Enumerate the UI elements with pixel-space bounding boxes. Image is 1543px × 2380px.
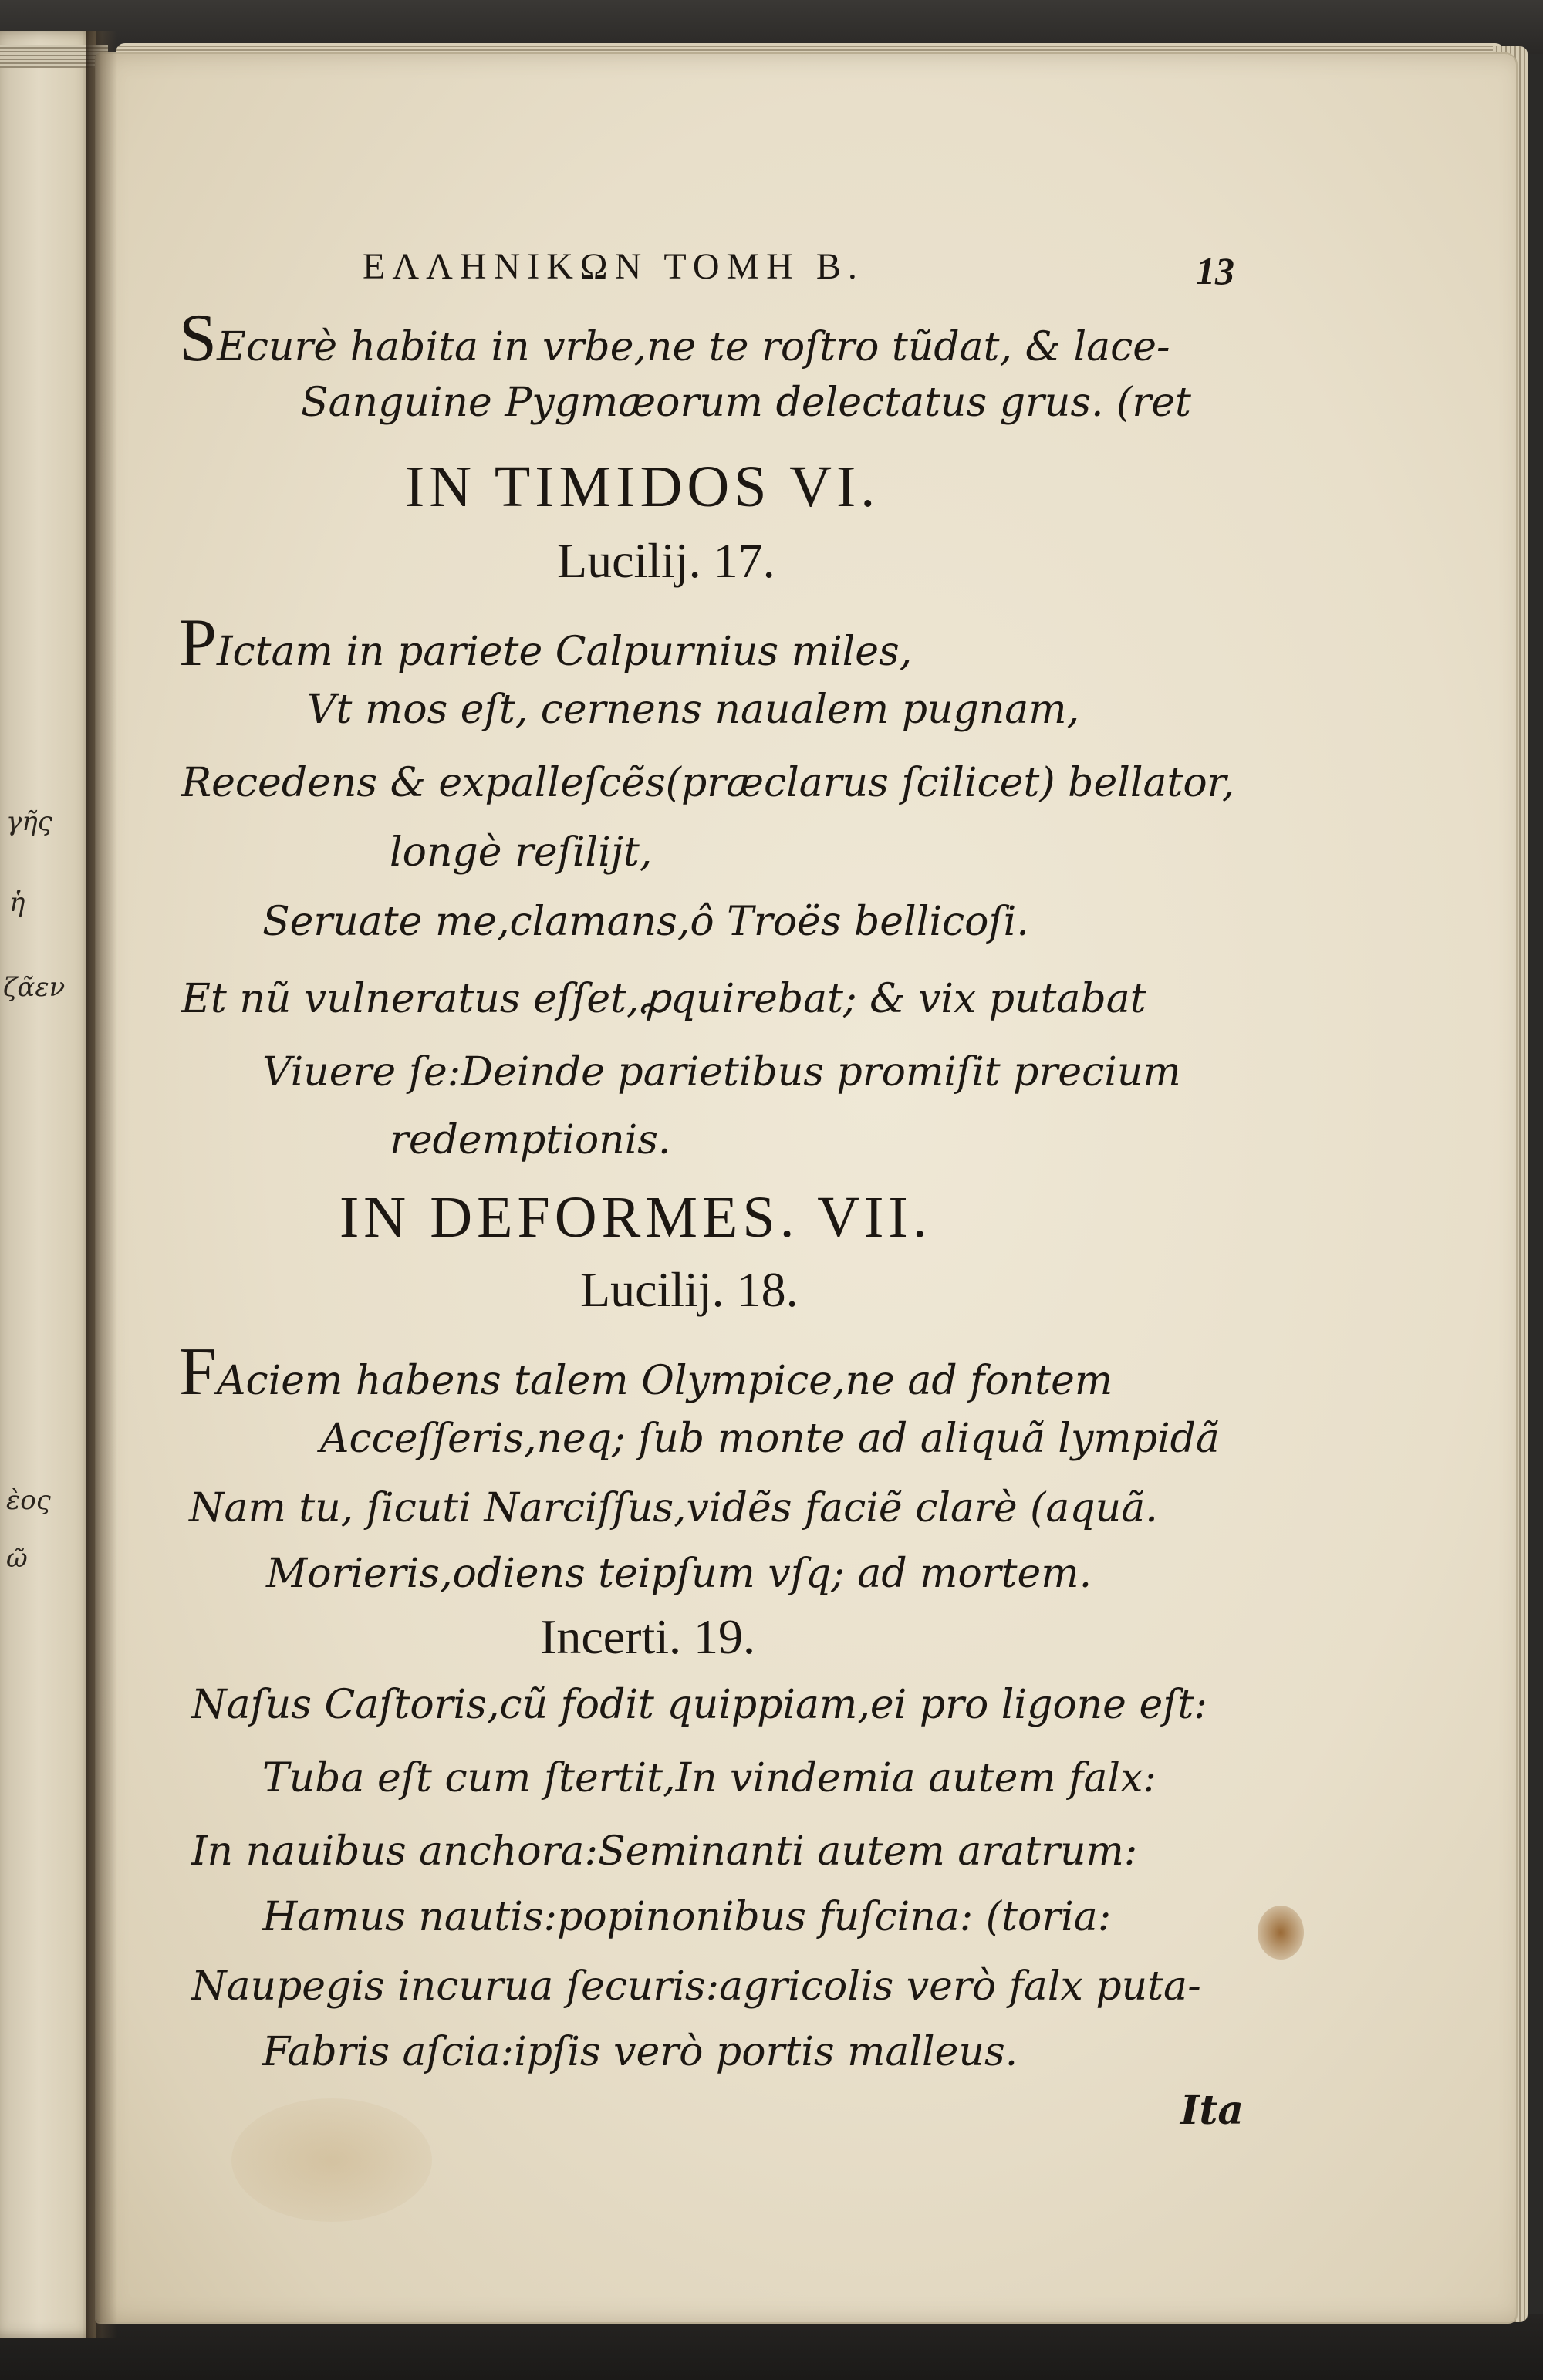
text-line: Viuere ſe:Deinde parietibus promiſit precium — [262, 1049, 1181, 1095]
page-number: 13 — [1196, 249, 1234, 292]
margin-note: ὲος — [6, 1485, 51, 1516]
initial-letter: P — [179, 606, 217, 680]
line-text: Sanguine Pygmæorum delectatus grus. (ret — [301, 380, 1191, 426]
gutter-shadow — [86, 31, 117, 2338]
text-line: Hamus nautis:popinonibus fuſcina: (toria: — [262, 1894, 1112, 1940]
line-text: Ecurè habita in vrbe,ne te roſtro tũdat, & lace- — [216, 324, 1170, 370]
source-attribution: Lucilij. 17. — [557, 533, 775, 588]
text-line: Tuba eſt cum ſtertit,In vindemia autem falx: — [262, 1755, 1156, 1801]
section-heading: IN TIMIDOS VI. — [405, 454, 880, 519]
section-heading: IN DEFORMES. VII. — [339, 1185, 932, 1250]
text-line: In nauibus anchora:Seminanti autem aratrum: — [191, 1828, 1138, 1875]
text-line: Nam tu, ſicuti Narciſſus,vidẽs faciẽ clarè (aquã. — [189, 1485, 1158, 1531]
margin-note: ἡ — [9, 887, 25, 918]
margin-note: ζᾶεν — [3, 972, 66, 1003]
running-head: ΕΛΛΗΝΙΚΩΝ ΤΟΜΗ Β. — [363, 246, 864, 287]
text-line: redemptionis. — [390, 1117, 671, 1163]
line-text: Ictam in pariete Calpurnius miles, — [216, 629, 913, 675]
stain — [1258, 1906, 1304, 1960]
text-line: Naupegis incurua ſecuris:agricolis verò falx puta- — [191, 1963, 1201, 2010]
margin-note: ῶ — [6, 1543, 28, 1574]
text-line: Vt mos eſt, cernens naualem pugnam, — [307, 687, 1080, 733]
source-attribution: Incerti. 19. — [540, 1609, 755, 1664]
line-text: Aciem habens talem Olympice,ne ad fontem — [216, 1358, 1113, 1404]
text-line: Seruate me,clamans,ô Troës bellicoſi. — [262, 899, 1029, 945]
initial-letter: S — [179, 301, 217, 376]
text-line: Recedens & expalleſcẽs(præclarus ſcilicet) bellator, — [181, 760, 1235, 806]
text-line: Morieris,odiens teipſum vſq; ad mortem. — [266, 1551, 1092, 1597]
text-line — [301, 380, 1191, 426]
stain — [231, 2098, 432, 2222]
text-line: Acceſſeris,neq; ſub monte ad aliquã lympidã — [320, 1416, 1220, 1462]
source-attribution: Lucilij. 18. — [580, 1262, 799, 1317]
text-line: Et nũ vulneratus eſſet,ꝓquirebat; & vix putabat — [181, 976, 1146, 1022]
text-line — [179, 301, 1170, 376]
text-line: Naſus Caſtoris,cũ fodit quippiam,ei pro ligone eſt: — [191, 1682, 1207, 1728]
text-line: Fabris aſcia:ipſis verò portis malleus. — [262, 2029, 1018, 2075]
catchword: Ita — [1180, 2087, 1244, 2134]
text-line — [179, 606, 913, 680]
background-bottom — [0, 2314, 1543, 2380]
text-line: longè reſilijt, — [390, 829, 653, 876]
margin-note: γῆς — [6, 806, 52, 837]
initial-letter: F — [179, 1335, 217, 1409]
left-page-fragment — [0, 31, 96, 2338]
text-line — [179, 1335, 1113, 1409]
